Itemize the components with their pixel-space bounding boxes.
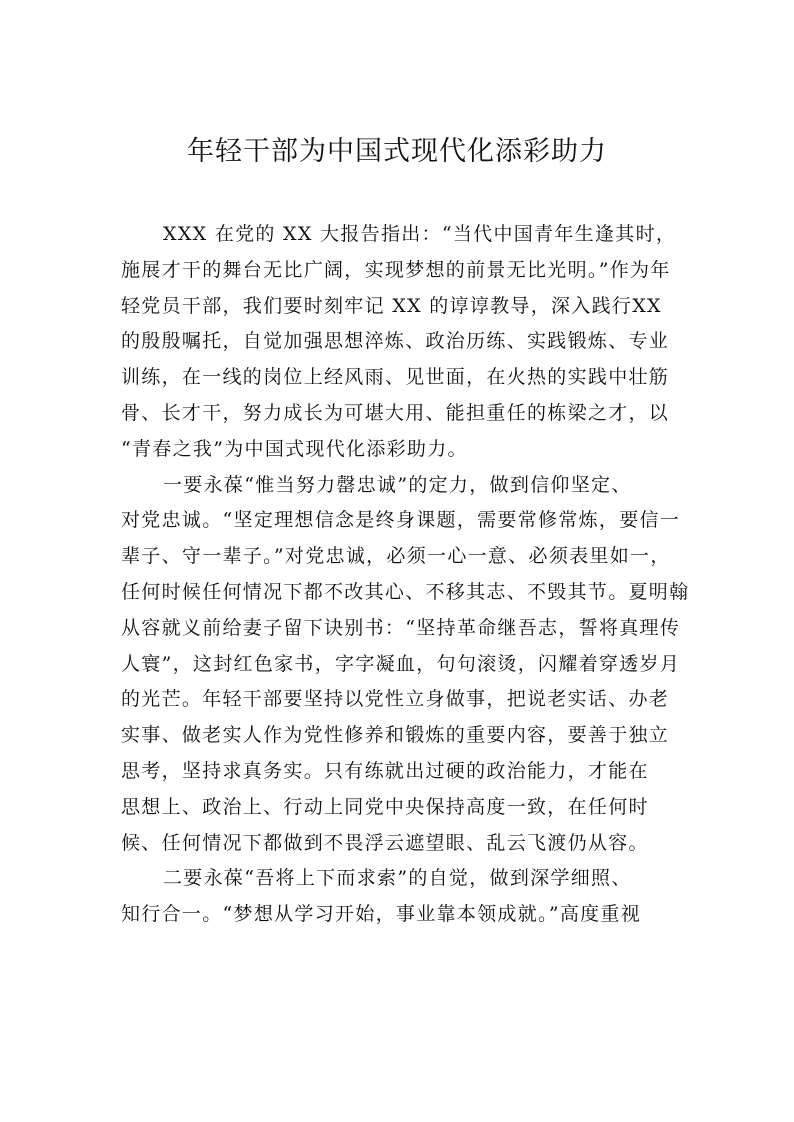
text-line: 人寰”，这封红色家书，字字凝血，句句滚烫，闪耀着穿透岁月	[121, 652, 681, 675]
text-line: 对党忠诚。“坚定理想信念是终身课题，需要常修常炼，要信一	[121, 509, 681, 532]
text-line: 的殷殷嘱托，自觉加强思想淬炼、政治历练、实践锻炼、专业	[121, 330, 670, 353]
text-line: 施展才干的舞台无比广阔，实现梦想的前景无比光明。”作为年	[121, 258, 671, 281]
text-line: 从容就义前给妻子留下诀别书：“坚持革命继吾志，誓将真理传	[121, 616, 681, 639]
text-line: XXX 在党的 XX 大报告指出：“当代中国青年生逢其时，	[163, 223, 677, 245]
text-line: 骨、长才干，努力成长为可堪大用、能担重任的栋梁之才，以	[121, 401, 670, 424]
text-line: 辈子、守一辈子。”对党忠诚，必须一心一意、必须表里如一，	[121, 545, 671, 568]
document-title: 年轻干部为中国式现代化添彩助力	[187, 136, 607, 167]
text-line: 轻党员干部，我们要时刻牢记 XX 的谆谆教导，深入践行XX	[121, 294, 662, 317]
text-line: 思想上、政治上、行动上同党中央保持高度一致，在任何时	[121, 795, 649, 818]
text-line: 训练，在一线的岗位上经风雨、见世面，在火热的实践中壮筋	[121, 366, 670, 389]
text-line: 知行合一。“梦想从学习开始，事业靠本领成就。”高度重视	[121, 903, 642, 926]
text-line: 一要永葆“惟当努力罄忠诚”的定力，做到信仰坚定、	[163, 473, 632, 496]
paragraph-two	[121, 861, 681, 933]
text-line: 实事、做老实人作为党性修养和锻炼的重要内容，要善于独立	[121, 724, 670, 747]
text-line: 思考，坚持求真务实。只有练就出过硬的政治能力，才能在	[121, 759, 649, 782]
paragraph-intro	[121, 217, 681, 468]
text-line: 候、任何情况下都做到不畏浮云遮望眼、乱云飞渡仍从容。	[121, 831, 649, 854]
document-body	[121, 217, 690, 933]
paragraph-one	[121, 468, 690, 862]
text-line: 任何时候任何情况下都不改其心、不移其志、不毁其节。夏明翰	[121, 580, 690, 603]
text-line: “青春之我”为中国式现代化添彩助力。	[121, 437, 468, 460]
text-line: 二要永葆“吾将上下而求索”的自觉，做到深学细照、	[163, 867, 632, 890]
text-line: 的光芒。年轻干部要坚持以党性立身做事，把说老实话、办老	[121, 688, 670, 711]
